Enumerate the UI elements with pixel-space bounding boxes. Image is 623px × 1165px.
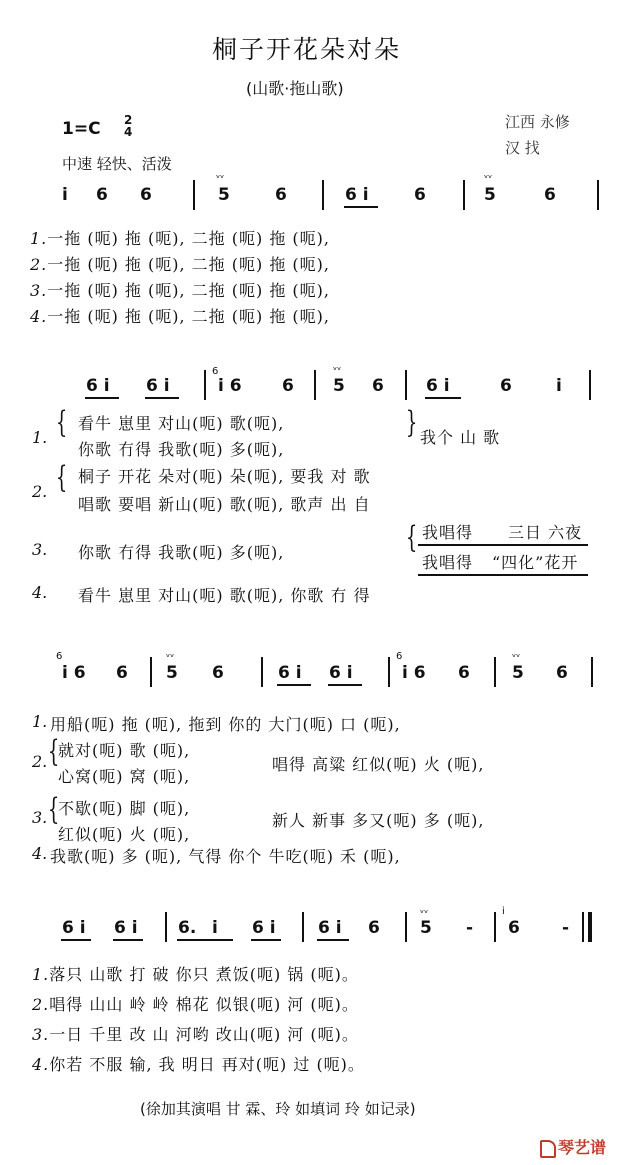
verse-number: 2. [30,255,48,274]
lyric-text: 唱歌 要唱 新山(呃) 歌(呃), 歌声 出 自 [78,495,371,514]
beam-underline [344,206,378,208]
note: 6 [282,376,294,396]
beam-underline [61,939,91,941]
verse-number: 3. [32,808,48,827]
note: 6. [178,918,197,938]
note: 5 [166,663,178,683]
beam-underline [85,397,119,399]
ornament-mark: ᵥᵥ [512,649,521,660]
barline [261,657,263,687]
note: 6 [212,663,224,683]
lyric-text: 一拖 (呃) 拖 (呃), 二拖 (呃) 拖 (呃), [47,255,330,274]
note: i [62,185,68,205]
note: 6 [275,185,287,205]
ornament-mark: ᵥᵥ [216,170,225,181]
verse-number: 3. [30,281,48,300]
verse-number: 4. [32,844,48,863]
note: 5 [512,663,524,683]
page-title: 桐子开花朵对朵 [212,35,402,64]
barline [589,370,591,400]
grace-note: 6 [212,366,219,377]
brace: { [55,405,68,440]
ornament-mark: ᵥᵥ [333,362,342,373]
barline [150,657,152,687]
final-barline [588,912,592,942]
lyric-text: 看牛 崽里 对山(呃) 歌(呃), 你歌 冇 得 [78,586,371,605]
verse-number: 3. [32,540,48,559]
note: 6 i [329,663,353,683]
beam-underline [145,397,179,399]
lyric-text: 一拖 (呃) 拖 (呃), 二拖 (呃) 拖 (呃), [47,307,330,326]
tempo-marking: 中速 轻快、活泼 [62,155,172,173]
key-signature: 1=C [62,119,101,139]
verse-number: 2. [32,482,48,501]
lyric-text: 唱得 高粱 红似(呃) 火 (呃), [272,755,485,774]
lyric-text: 三日 六夜 [508,523,583,542]
lyric-text: 你歌 冇得 我歌(呃) 多(呃), [78,543,285,562]
note: 5 [333,376,345,396]
note: 6 [508,918,520,938]
collector-credit: 汉 找 [505,139,540,157]
verse-number: 1. [32,965,50,984]
time-signature-bottom: 4 [124,125,133,139]
dash: - [466,918,474,938]
logo-text: 琴艺谱 [558,1138,607,1157]
note: 6 i [252,918,276,938]
note: 6 i [426,376,450,396]
grace-note: 6 [56,651,63,662]
underline [418,544,588,546]
note: 6 [414,185,426,205]
lyric-text: 红似(呃) 火 (呃), [58,825,191,844]
note: 6 [544,185,556,205]
note: i 6 [62,663,86,683]
beam-underline [277,684,311,686]
lyric-text: 就对(呃) 歌 (呃), [58,741,191,760]
note: 6 i [114,918,138,938]
verse-number: 4. [32,1055,50,1074]
ornament-mark: ᵥᵥ [420,905,429,916]
barline [494,657,496,687]
barline [591,657,593,687]
note: i 6 [218,376,242,396]
lyric-text: 新人 新事 多又(呃) 多 (呃), [272,811,485,830]
note: 6 [140,185,152,205]
beam-underline [251,939,281,941]
lyric-line [30,278,330,301]
grace-note: 6 [396,651,403,662]
barline [405,370,407,400]
time-signature [124,114,132,138]
barline [204,370,206,400]
lyric-text: 你若 不服 输, 我 明日 再对(呃) 过 (呃)。 [49,1055,365,1074]
performance-credits: (徐加其演唱 甘 霖、玲 如填词 玲 如记录) [140,1100,416,1118]
lyric-line [32,1022,359,1045]
brace: } [405,405,418,440]
lyric-text: 一日 千里 改 山 河哟 改山(呃) 河 (呃)。 [49,1025,359,1044]
beam-underline [425,397,461,399]
barline [314,370,316,400]
region-credit: 江西 永修 [505,113,570,131]
note: 6 i [86,376,110,396]
lyric-text: 我歌(呃) 多 (呃), 气得 你个 牛吃(呃) 禾 (呃), [50,847,401,866]
verse-number: 1. [30,229,48,248]
brace: { [47,792,60,827]
note: 6 i [62,918,86,938]
verse-number: 4. [32,583,48,602]
lyric-text: 不歇(呃) 脚 (呃), [58,799,191,818]
note: 6 [500,376,512,396]
note: 6 i [345,185,369,205]
lyric-text: 落只 山歌 打 破 你只 煮饭(呃) 锅 (呃)。 [49,965,359,984]
brace: { [405,520,418,555]
verse-number: 2. [32,995,50,1014]
brace: { [47,734,60,769]
lyric-line [32,962,359,985]
note: 6 [116,663,128,683]
verse-number: 1. [32,712,48,731]
note: 6 [96,185,108,205]
verse-number: 2. [32,752,48,771]
beam-underline [317,939,349,941]
lyric-line [32,1052,365,1075]
note: i 6 [402,663,426,683]
logo-icon [540,1140,556,1158]
grace-note: i [502,906,505,917]
verse-number: 3. [32,1025,50,1044]
barline [494,912,496,942]
site-logo [540,1135,606,1158]
note: 5 [484,185,496,205]
lyric-text: 一拖 (呃) 拖 (呃), 二拖 (呃) 拖 (呃), [47,281,330,300]
beam-underline [328,684,362,686]
barline [193,180,195,210]
note: 6 i [318,918,342,938]
lyric-text: 用船(呃) 拖 (呃), 拖到 你的 大门(呃) 口 (呃), [50,715,401,734]
note: 6 [458,663,470,683]
underline [418,574,588,576]
barline [582,912,584,942]
lyric-text: 我唱得 [422,523,474,542]
lyric-text: 看牛 崽里 对山(呃) 歌(呃), [78,414,285,433]
verse-number: 1. [32,428,48,447]
note: i [212,918,218,938]
brace: { [55,460,68,495]
ornament-mark: ᵥᵥ [166,649,175,660]
note: 6 i [146,376,170,396]
verse-number: 4. [30,307,48,326]
lyric-text: 桐子 开花 朵对(呃) 朵(呃), 要我 对 歌 [78,467,371,486]
barline [302,912,304,942]
page-subtitle: (山歌·拖山歌) [246,79,344,98]
dash: - [562,918,570,938]
lyric-line [30,226,330,249]
lyric-text: 一拖 (呃) 拖 (呃), 二拖 (呃) 拖 (呃), [47,229,330,248]
note: 6 i [278,663,302,683]
note: i [556,376,562,396]
beam-underline [113,939,143,941]
note: 5 [218,185,230,205]
barline [165,912,167,942]
time-signature-top: 2 [124,113,133,127]
barline [322,180,324,210]
note: 6 [372,376,384,396]
note: 6 [368,918,380,938]
lyric-text: 我唱得 [422,553,474,572]
barline [463,180,465,210]
lyric-line [30,304,330,327]
barline [597,180,599,210]
barline [405,912,407,942]
lyric-line [30,252,330,275]
lyric-text: 唱得 山山 岭 岭 棉花 似银(呃) 河 (呃)。 [49,995,359,1014]
beam-underline [177,939,233,941]
lyric-text: “四化”花开 [492,553,579,572]
lyric-line [32,992,359,1015]
lyric-text: 你歌 冇得 我歌(呃) 多(呃), [78,440,285,459]
lyric-text: 心窝(呃) 窝 (呃), [58,767,191,786]
note: 6 [556,663,568,683]
note: 5 [420,918,432,938]
barline [388,657,390,687]
lyric-text: 我个 山 歌 [420,428,501,447]
ornament-mark: ᵥᵥ [484,170,493,181]
